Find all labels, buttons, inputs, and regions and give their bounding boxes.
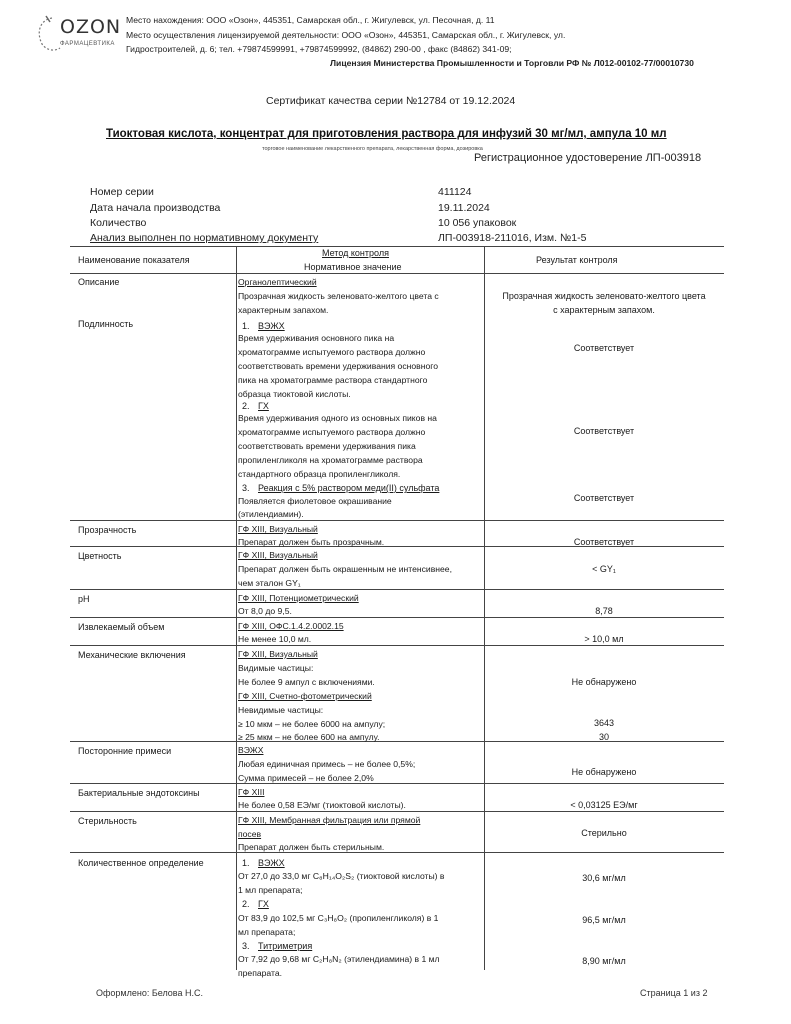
- certificate-title: Сертификат качества серии №12784 от 19.12.2024: [266, 95, 516, 107]
- product-name: Тиоктовая кислота, концентрат для приготовления раствора для инфузий 30 мг/мл, ампула 10 мл: [106, 128, 667, 140]
- header-line-3: Гидростроителей, д. 6; тел. +79874599991, +79874599992, (84862) 290-00 , факс (84862) 341-09;: [126, 44, 512, 54]
- particles-result-1: Не обнаружено: [571, 677, 637, 687]
- identity-m3-method: Реакция с 5% раствором меди(II) сульфата: [258, 483, 440, 493]
- color-norm-2: чем эталон GY₁: [238, 578, 301, 588]
- ph-method: ГФ XIII, Потенциометрический: [238, 593, 359, 603]
- impurities-result: Не обнаружено: [571, 767, 637, 777]
- identity-result-2: Соответствует: [573, 426, 635, 436]
- info-label-document: Анализ выполнен по нормативному документу: [90, 232, 319, 244]
- row-name-endotoxins: Бактериальные эндотоксины: [78, 788, 200, 798]
- volume-norm: Не менее 10,0 мл.: [238, 634, 312, 644]
- license-line: Лицензия Министерства Промышленности и Торговли РФ № Л012-00102-77/00010730: [330, 58, 694, 68]
- identity-m1-line-3: соответствовать времени удерживания основного: [238, 361, 438, 371]
- row-name-ph: pH: [78, 594, 90, 604]
- assay-result-3: 8,90 мг/мл: [582, 956, 626, 966]
- row-name-transparency: Прозрачность: [78, 525, 137, 535]
- identity-m2-line-1: Время удерживания одного из основных пиков на: [238, 413, 437, 423]
- particles-method-1: ГФ XIII, Визуальный: [238, 649, 318, 659]
- identity-m2-line-2: хроматограмме испытуемого раствора должно: [238, 427, 426, 437]
- color-method: ГФ XIII, Визуальный: [238, 550, 318, 560]
- particles-norm-1: Видимые частицы:: [238, 663, 314, 673]
- identity-m2-num: 2.: [242, 401, 250, 411]
- description-method: Органолептический: [238, 277, 317, 287]
- row-name-volume: Извлекаемый объем: [78, 622, 165, 632]
- identity-result-3: Соответствует: [573, 493, 635, 503]
- volume-result: > 10,0 мл: [584, 634, 624, 644]
- endotoxins-method: ГФ XIII: [238, 787, 265, 797]
- description-result-2: с характерным запахом.: [553, 305, 655, 315]
- particles-method-2: ГФ XIII, Счетно-фотометрический: [238, 691, 372, 701]
- row-name-color: Цветность: [78, 551, 122, 561]
- registration-number: Регистрационное удостоверение ЛП-003918: [474, 152, 702, 164]
- info-label-quantity: Количество: [90, 217, 147, 229]
- description-norm-2: характерным запахом.: [238, 305, 329, 315]
- description-norm-1: Прозрачная жидкость зеленовато-желтого цвета с: [238, 291, 439, 301]
- identity-m2-line-5: стандартного образца пропиленгликоля.: [238, 469, 401, 479]
- particles-norm-2: Не более 9 ампул с включениями.: [238, 677, 375, 687]
- impurities-norm-1: Любая единичная примесь – не более 0,5%;: [238, 759, 416, 769]
- assay-m3-num: 3.: [242, 941, 250, 951]
- identity-m1-line-2: хроматограмме испытуемого раствора должно: [238, 347, 426, 357]
- header-line-1: Место нахождения: ООО «Озон», 445351, Самарская обл., г. Жигулевск, ул. Песочная, д. 11: [126, 15, 495, 25]
- assay-m3-line-1: От 7,92 до 9,68 мг C₂H₈N₂ (этилендиамина) в 1 мл: [238, 954, 440, 964]
- info-value-quantity: 10 056 упаковок: [438, 217, 517, 229]
- row-name-sterility: Стерильность: [78, 816, 137, 826]
- identity-m3-line-1: Появляется фиолетовое окрашивание: [238, 496, 392, 506]
- color-norm-1: Препарат должен быть окрашенным не интенсивнее,: [238, 564, 452, 574]
- transparency-method: ГФ XIII, Визуальный: [238, 524, 318, 534]
- sterility-norm: Препарат должен быть стерильным.: [238, 842, 385, 852]
- assay-m2-num: 2.: [242, 899, 250, 909]
- col-header-result: Результат контроля: [536, 255, 618, 265]
- assay-m2-line-2: мл препарата;: [238, 927, 296, 937]
- col-header-name: Наименование показателя: [78, 255, 190, 265]
- page-number: Страница 1 из 2: [640, 988, 708, 998]
- identity-result-1: Соответствует: [573, 343, 635, 353]
- ph-norm: От 8,0 до 9,5.: [238, 606, 292, 616]
- particles-result-3: 30: [598, 732, 609, 742]
- row-name-assay: Количественное определение: [78, 858, 204, 868]
- logo-subtitle: ФАРМАЦЕВТИКА: [60, 41, 115, 47]
- identity-m2-line-4: пропиленгликоля на хроматограмме раствора: [238, 455, 423, 465]
- identity-m2-line-3: соответствовать времени удерживания пика: [238, 441, 416, 451]
- impurities-norm-2: Сумма примесей – не более 2,0%: [238, 773, 374, 783]
- volume-method: ГФ XIII, ОФС.1.4.2.0002.15: [238, 621, 344, 631]
- color-result: < GY₁: [592, 564, 616, 574]
- assay-m3-line-2: препарата.: [238, 968, 283, 978]
- transparency-norm: Препарат должен быть прозрачным.: [238, 537, 385, 547]
- col-header-norm: Нормативное значение: [304, 262, 402, 272]
- identity-m1-num: 1.: [242, 321, 250, 331]
- particles-norm-5: ≥ 25 мкм – не более 600 на ампулу.: [238, 732, 380, 742]
- particles-norm-3: Невидимые частицы:: [238, 705, 324, 715]
- ph-result: 8,78: [595, 606, 613, 616]
- assay-m1-line-2: 1 мл препарата;: [238, 885, 303, 895]
- info-value-document: ЛП-003918-211016, Изм. №1-5: [438, 232, 587, 244]
- assay-m2-line-1: От 83,9 до 102,5 мг C₃H₈O₂ (пропиленгликоля) в 1: [238, 913, 439, 923]
- identity-m3-line-2: (этилендиамин).: [238, 509, 304, 519]
- identity-m1-line-1: Время удерживания основного пика на: [238, 333, 395, 343]
- description-result-1: Прозрачная жидкость зеленовато-желтого цвета: [502, 291, 706, 301]
- info-value-series: 411124: [438, 186, 472, 198]
- assay-m2-method: ГХ: [258, 899, 269, 909]
- assay-m1-method: ВЭЖХ: [258, 858, 285, 868]
- identity-m3-num: 3.: [242, 483, 250, 493]
- row-name-description: Описание: [78, 277, 120, 287]
- impurities-method: ВЭЖХ: [238, 745, 264, 755]
- col-header-method: Метод контроля: [322, 248, 389, 258]
- assay-result-1: 30,6 мг/мл: [582, 873, 626, 883]
- prepared-by: Оформлено: Белова Н.С.: [96, 988, 203, 998]
- row-name-identity: Подлинность: [78, 319, 134, 329]
- row-name-impurities: Посторонние примеси: [78, 746, 172, 756]
- transparency-result: Соответствует: [573, 537, 635, 547]
- info-label-date: Дата начала производства: [90, 202, 221, 214]
- particles-norm-4: ≥ 10 мкм – не более 6000 на ампулу;: [238, 719, 386, 729]
- endotoxins-result: < 0,03125 ЕЭ/мг: [570, 800, 638, 810]
- assay-m1-num: 1.: [242, 858, 250, 868]
- particles-result-2: 3643: [593, 718, 615, 728]
- identity-m1-line-5: образца тиоктовой кислоты.: [238, 389, 351, 399]
- sterility-method-1: ГФ XIII, Мембранная фильтрация или прямой: [238, 815, 421, 825]
- sterility-result: Стерильно: [581, 828, 627, 838]
- sterility-method-2: посев: [238, 829, 262, 839]
- endotoxins-norm: Не более 0,58 ЕЭ/мг (тиоктовой кислоты).: [238, 800, 406, 810]
- assay-m1-line-1: От 27,0 до 33,0 мг C₈H₁₄O₂S₂ (тиоктовой кислоты) в: [238, 871, 445, 881]
- info-label-series: Номер серии: [90, 186, 154, 198]
- header-line-2: Место осуществления лицензируемой деятельности: ООО «Озон», 445351, Самарская обл., г. Жигулевск, ул.: [126, 30, 566, 40]
- info-value-date: 19.11.2024: [438, 202, 490, 214]
- assay-result-2: 96,5 мг/мл: [582, 915, 626, 925]
- product-caption: торговое наименование лекарственного препарата, лекарственная форма, дозировка: [262, 146, 483, 152]
- logo-brand: OZON: [60, 16, 122, 38]
- identity-m1-method: ВЭЖХ: [258, 321, 285, 331]
- row-name-particles: Механические включения: [78, 650, 186, 660]
- company-logo: [34, 14, 126, 58]
- assay-m3-method: Титриметрия: [258, 941, 313, 951]
- identity-m2-method: ГХ: [258, 401, 269, 411]
- identity-m1-line-4: пика на хроматограмме раствора стандартного: [238, 375, 428, 385]
